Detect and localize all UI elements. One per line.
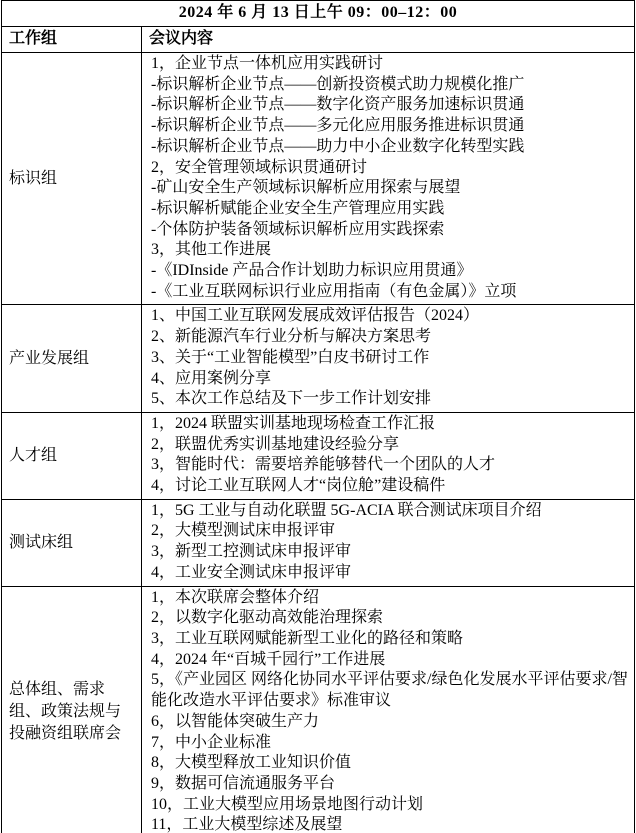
column-header-workgroup: 工作组	[2, 27, 142, 53]
title-row	[2, 1, 635, 27]
schedule-table	[1, 0, 635, 833]
agenda-item: 3、关于“工业智能模型”白皮书研讨工作	[151, 348, 430, 366]
agenda-item: 4，2024 年“百城千园行”工作进展	[151, 650, 386, 668]
agenda-item: -标识解析赋能企业安全生产管理应用实践	[151, 199, 445, 217]
table-row	[2, 586, 635, 833]
agenda-item: 1、中国工业互联网发展成效评估报告（2024）	[151, 307, 480, 325]
agenda-item: 3，智能时代：需要培养能够替代一个团队的人才	[151, 456, 496, 474]
agenda-item: 4，工业安全测试床申报评审	[151, 563, 352, 581]
workgroup-cell: 标识组	[2, 53, 142, 305]
agenda-item: 1，5G 工业与自动化联盟 5G-ACIA 联合测试床项目介绍	[151, 501, 542, 519]
agenda-item: -标识解析企业节点——多元化应用服务推进标识贯通	[151, 117, 525, 135]
workgroup-cell: 产业发展组	[2, 305, 142, 413]
meeting-content-cell	[142, 499, 635, 586]
agenda-item: 4、应用案例分享	[151, 369, 272, 387]
agenda-item: -矿山安全生产领域标识解析应用探索与展望	[151, 179, 461, 197]
agenda-item: 11，工业大模型综述及展望	[151, 816, 343, 833]
table-row	[2, 305, 635, 413]
meeting-content-cell	[142, 305, 635, 413]
agenda-item: -《工业互联网标识行业应用指南（有色金属）》立项	[151, 282, 517, 300]
meeting-content-cell	[142, 53, 635, 305]
schedule-body	[2, 53, 635, 833]
agenda-item: 8，大模型释放工业知识价值	[151, 754, 352, 772]
header-row	[2, 27, 635, 53]
agenda-item: 5、本次工作总结及下一步工作计划安排	[151, 390, 432, 408]
agenda-item: 2，大模型测试床申报评审	[151, 522, 336, 540]
workgroup-cell: 人才组	[2, 412, 142, 499]
agenda-item: -个体防护装备领域标识解析应用实践探索	[151, 220, 445, 238]
agenda-item: 5，《产业园区 网络化协同水平评估要求/绿色化发展水平评估要求/智能化改造水平评估要求》标准审议	[151, 671, 628, 710]
column-header-meeting-content: 会议内容	[142, 27, 635, 53]
table-row	[2, 499, 635, 586]
workgroup-cell: 测试床组	[2, 499, 142, 586]
agenda-item: 3，新型工控测试床申报评审	[151, 543, 352, 561]
agenda-item: 1，企业节点一体机应用实践研讨	[151, 55, 384, 72]
table-row	[2, 412, 635, 499]
agenda-item: 2、新能源汽车行业分析与解决方案思考	[151, 328, 432, 346]
agenda-item: 3，工业互联网赋能新型工业化的路径和策略	[151, 629, 464, 647]
agenda-item: -标识解析企业节点——助力中小企业数字化转型实践	[151, 137, 525, 155]
agenda-item: 10，工业大模型应用场景地图行动计划	[151, 795, 424, 813]
agenda-item: 1，本次联席会整体介绍	[151, 588, 320, 606]
meeting-content-cell	[142, 412, 635, 499]
agenda-item: 1，2024 联盟实训基地现场检查工作汇报	[151, 414, 436, 432]
workgroup-cell: 总体组、需求组、政策法规与投融资组联席会	[2, 586, 142, 833]
agenda-item: 3，其他工作进展	[151, 241, 272, 259]
meeting-content-cell	[142, 586, 635, 833]
table-row	[2, 53, 635, 305]
schedule-title: 2024 年 6 月 13 日上午 09：00–12：00	[2, 1, 635, 27]
agenda-item: 7，中小企业标准	[151, 733, 272, 751]
agenda-item: 2，安全管理领域标识贯通研讨	[151, 158, 368, 176]
agenda-item: -标识解析企业节点——数字化资产服务加速标识贯通	[151, 96, 525, 114]
agenda-item: 6，以智能体突破生产力	[151, 712, 320, 730]
agenda-item: 9，数据可信流通服务平台	[151, 774, 336, 792]
agenda-item: 2，联盟优秀实训基地建设经验分享	[151, 435, 400, 453]
agenda-item: -《IDInside 产品合作计划助力标识应用贯通》	[151, 262, 473, 280]
agenda-item: 2，以数字化驱动高效能治理探索	[151, 609, 384, 627]
agenda-item: -标识解析企业节点——创新投资模式助力规模化推广	[151, 75, 525, 93]
agenda-item: 4，讨论工业互联网人才“岗位舱”建设稿件	[151, 477, 446, 495]
